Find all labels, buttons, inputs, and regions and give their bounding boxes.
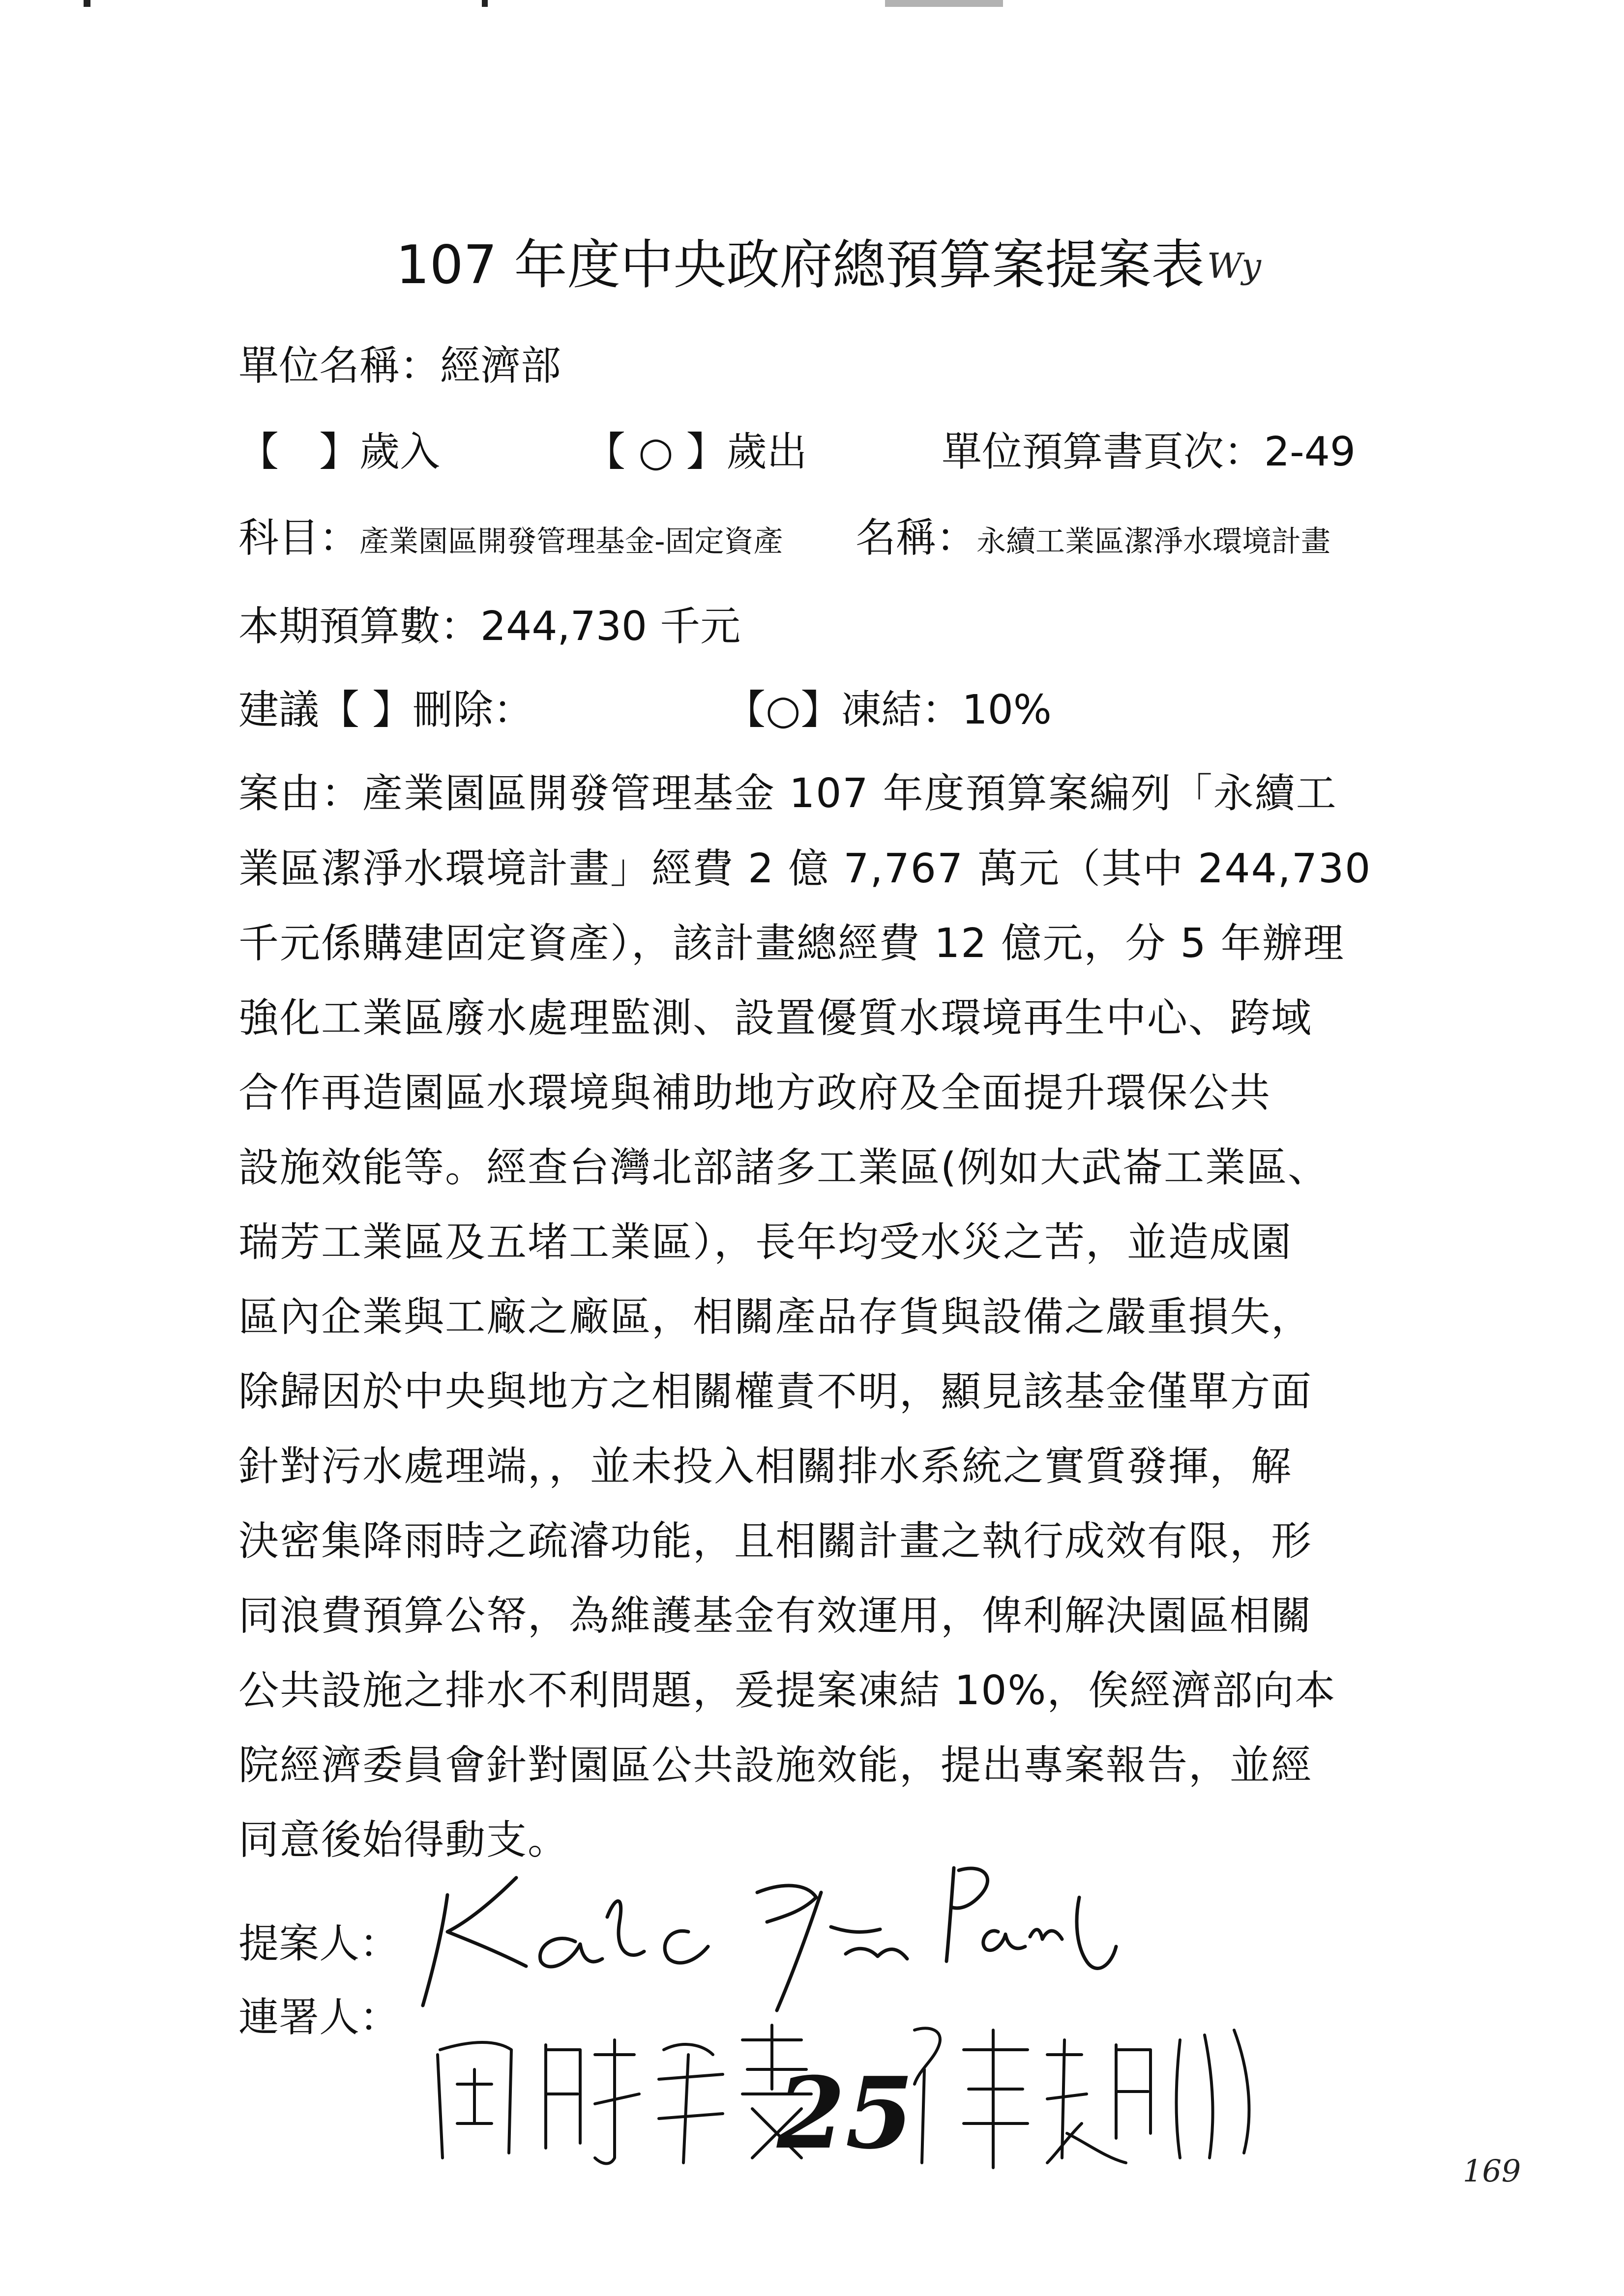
expense-option: 【 ○ 】歲出 — [585, 429, 807, 475]
reason-line: 瑞芳工業區及五堵工業區），長年均受水災之苦，並造成園 — [238, 1219, 1293, 1266]
subject-row — [238, 514, 783, 566]
suggest-freeze: 【○】凍結：10% — [725, 687, 1052, 733]
reason-line: 合作再造園區水環境與補助地方政府及全面提升環保公共 — [238, 1070, 1271, 1116]
reason-line: 公共設施之排水不利問題，爰提案凍結 10%，俟經濟部向本 — [238, 1667, 1336, 1714]
reason-line: 強化工業區廢水處理監測、設置優質水環境再生中心、跨域 — [238, 995, 1313, 1042]
reason-line: 決密集降雨時之疏濬功能，且相關計畫之執行成效有限，形 — [238, 1518, 1313, 1565]
proposer-label: 提案人： — [238, 1920, 400, 1967]
proposer-signature — [413, 1848, 1151, 2025]
subject-label: 科目： — [238, 515, 360, 561]
name-label: 名稱： — [856, 515, 977, 561]
reason-line: 區內企業與工廠之廠區，相關產品存貨與設備之嚴重損失， — [238, 1294, 1313, 1340]
title-handwritten-mark: Wy — [1207, 246, 1261, 286]
reason-line: 同意後始得動支。 — [238, 1817, 569, 1863]
handwritten-number: 25 — [777, 2056, 914, 2171]
page-number: 169 — [1463, 2153, 1521, 2189]
name-value: 永續工業區潔淨水環境計畫 — [976, 524, 1331, 559]
budget-amount: 本期預算數：244,730 千元 — [238, 603, 741, 650]
reason-line: 除歸因於中央與地方之相關權責不明，顯見該基金僅單方面 — [238, 1368, 1313, 1415]
budget-page-ref: 單位預算書頁次：2-49 — [942, 429, 1356, 475]
reason-line: 案由：產業園區開發管理基金 107 年度預算案編列「永續工 — [238, 770, 1337, 817]
reason-line: 院經濟委員會針對園區公共設施效能，提出專案報告，並經 — [238, 1742, 1313, 1789]
scan-artifact-top — [0, 0, 1624, 9]
cosigner-label: 連署人： — [238, 1994, 400, 2041]
reason-line: 業區潔淨水環境計畫」經費 2 億 7,767 萬元（其中 244,730 — [238, 845, 1372, 892]
page-title: 107 年度中央政府總預算案提案表 — [396, 234, 1205, 296]
subject-value: 產業園區開發管理基金-固定資產 — [359, 524, 783, 559]
reason-line: 針對污水處理端，，並未投入相關排水系統之實質發揮，解 — [238, 1443, 1293, 1490]
unit-line: 單位名稱：經濟部 — [238, 343, 561, 389]
suggest-delete: 建議【 】刪除： — [238, 687, 534, 733]
reason-line: 設施效能等。經查台灣北部諸多工業區(例如大武崙工業區、 — [238, 1144, 1329, 1191]
reason-line: 同浪費預算公帑，為維護基金有效運用，俾利解決園區相關 — [238, 1593, 1313, 1639]
revenue-option: 【 】歲入 — [238, 429, 441, 475]
reason-line: 千元係購建固定資產），該計畫總經費 12 億元，分 5 年辦理 — [238, 920, 1345, 967]
name-row — [856, 514, 1330, 566]
